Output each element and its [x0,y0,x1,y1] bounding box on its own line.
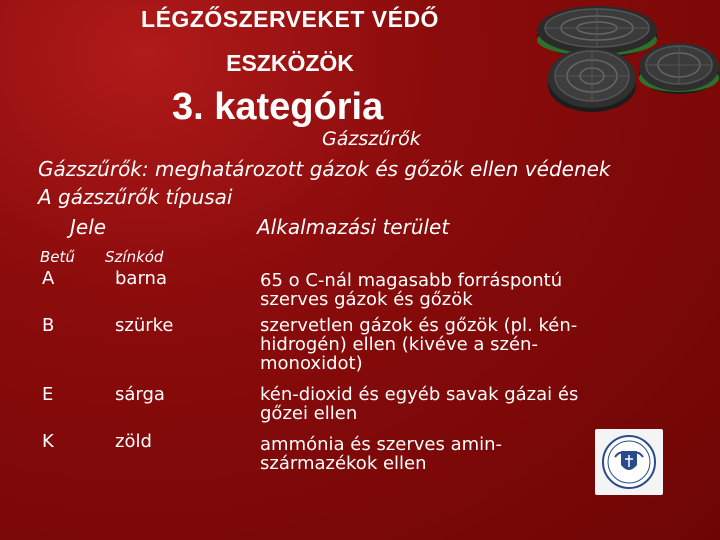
desc-line: 65 o C-nál magasabb forráspontú [260,270,563,291]
row-b-letter: B [42,315,55,336]
row-e-letter: E [42,384,54,405]
seal-icon [595,429,663,495]
desc-line: származékok ellen [260,453,427,474]
desc-line: hidrogén) ellen (kivéve a szén- [260,334,538,355]
category-heading: 3. kategória [172,86,384,128]
desc-line: ammónia és szerves amin- [260,434,503,455]
desc-line: monoxidot) [260,353,363,374]
column-header-alkalmazasi: Alkalmazási terület [257,215,450,239]
row-a-letter: A [42,268,55,289]
column-header-jele: Jele [70,215,107,239]
intro-line-1: Gázszűrők: meghatározott gázok és gőzök ellen védenek [38,157,611,181]
row-k-color: zöld [115,431,152,452]
desc-line: szervetlen gázok és gőzök (pl. kén- [260,315,578,336]
column-header-szinkod: Színkód [105,248,164,266]
intro-line-2: A gázszűrők típusai [38,185,233,209]
subtitle: Gázszűrők [322,128,421,150]
row-b-description [260,316,640,373]
title-line-1: LÉGZŐSZERVEKET VÉDŐ [141,6,439,32]
gas-filter-image-3 [638,38,720,98]
row-e-description [260,385,640,423]
desc-line: kén-dioxid és egyéb savak gázai és [260,384,579,405]
column-header-betu: Betű [40,248,75,266]
row-b-color: szürke [115,315,174,336]
row-k-description [260,435,640,473]
row-a-description [260,271,640,309]
title-line-2: ESZKÖZÖK [226,50,354,76]
gas-filter-image-2 [545,45,640,115]
desc-line: gőzei ellen [260,403,358,424]
row-k-letter: K [42,431,54,452]
row-e-color: sárga [115,384,165,405]
institution-logo [595,429,663,495]
desc-line: szerves gázok és gőzök [260,289,473,310]
row-a-color: barna [115,268,167,289]
